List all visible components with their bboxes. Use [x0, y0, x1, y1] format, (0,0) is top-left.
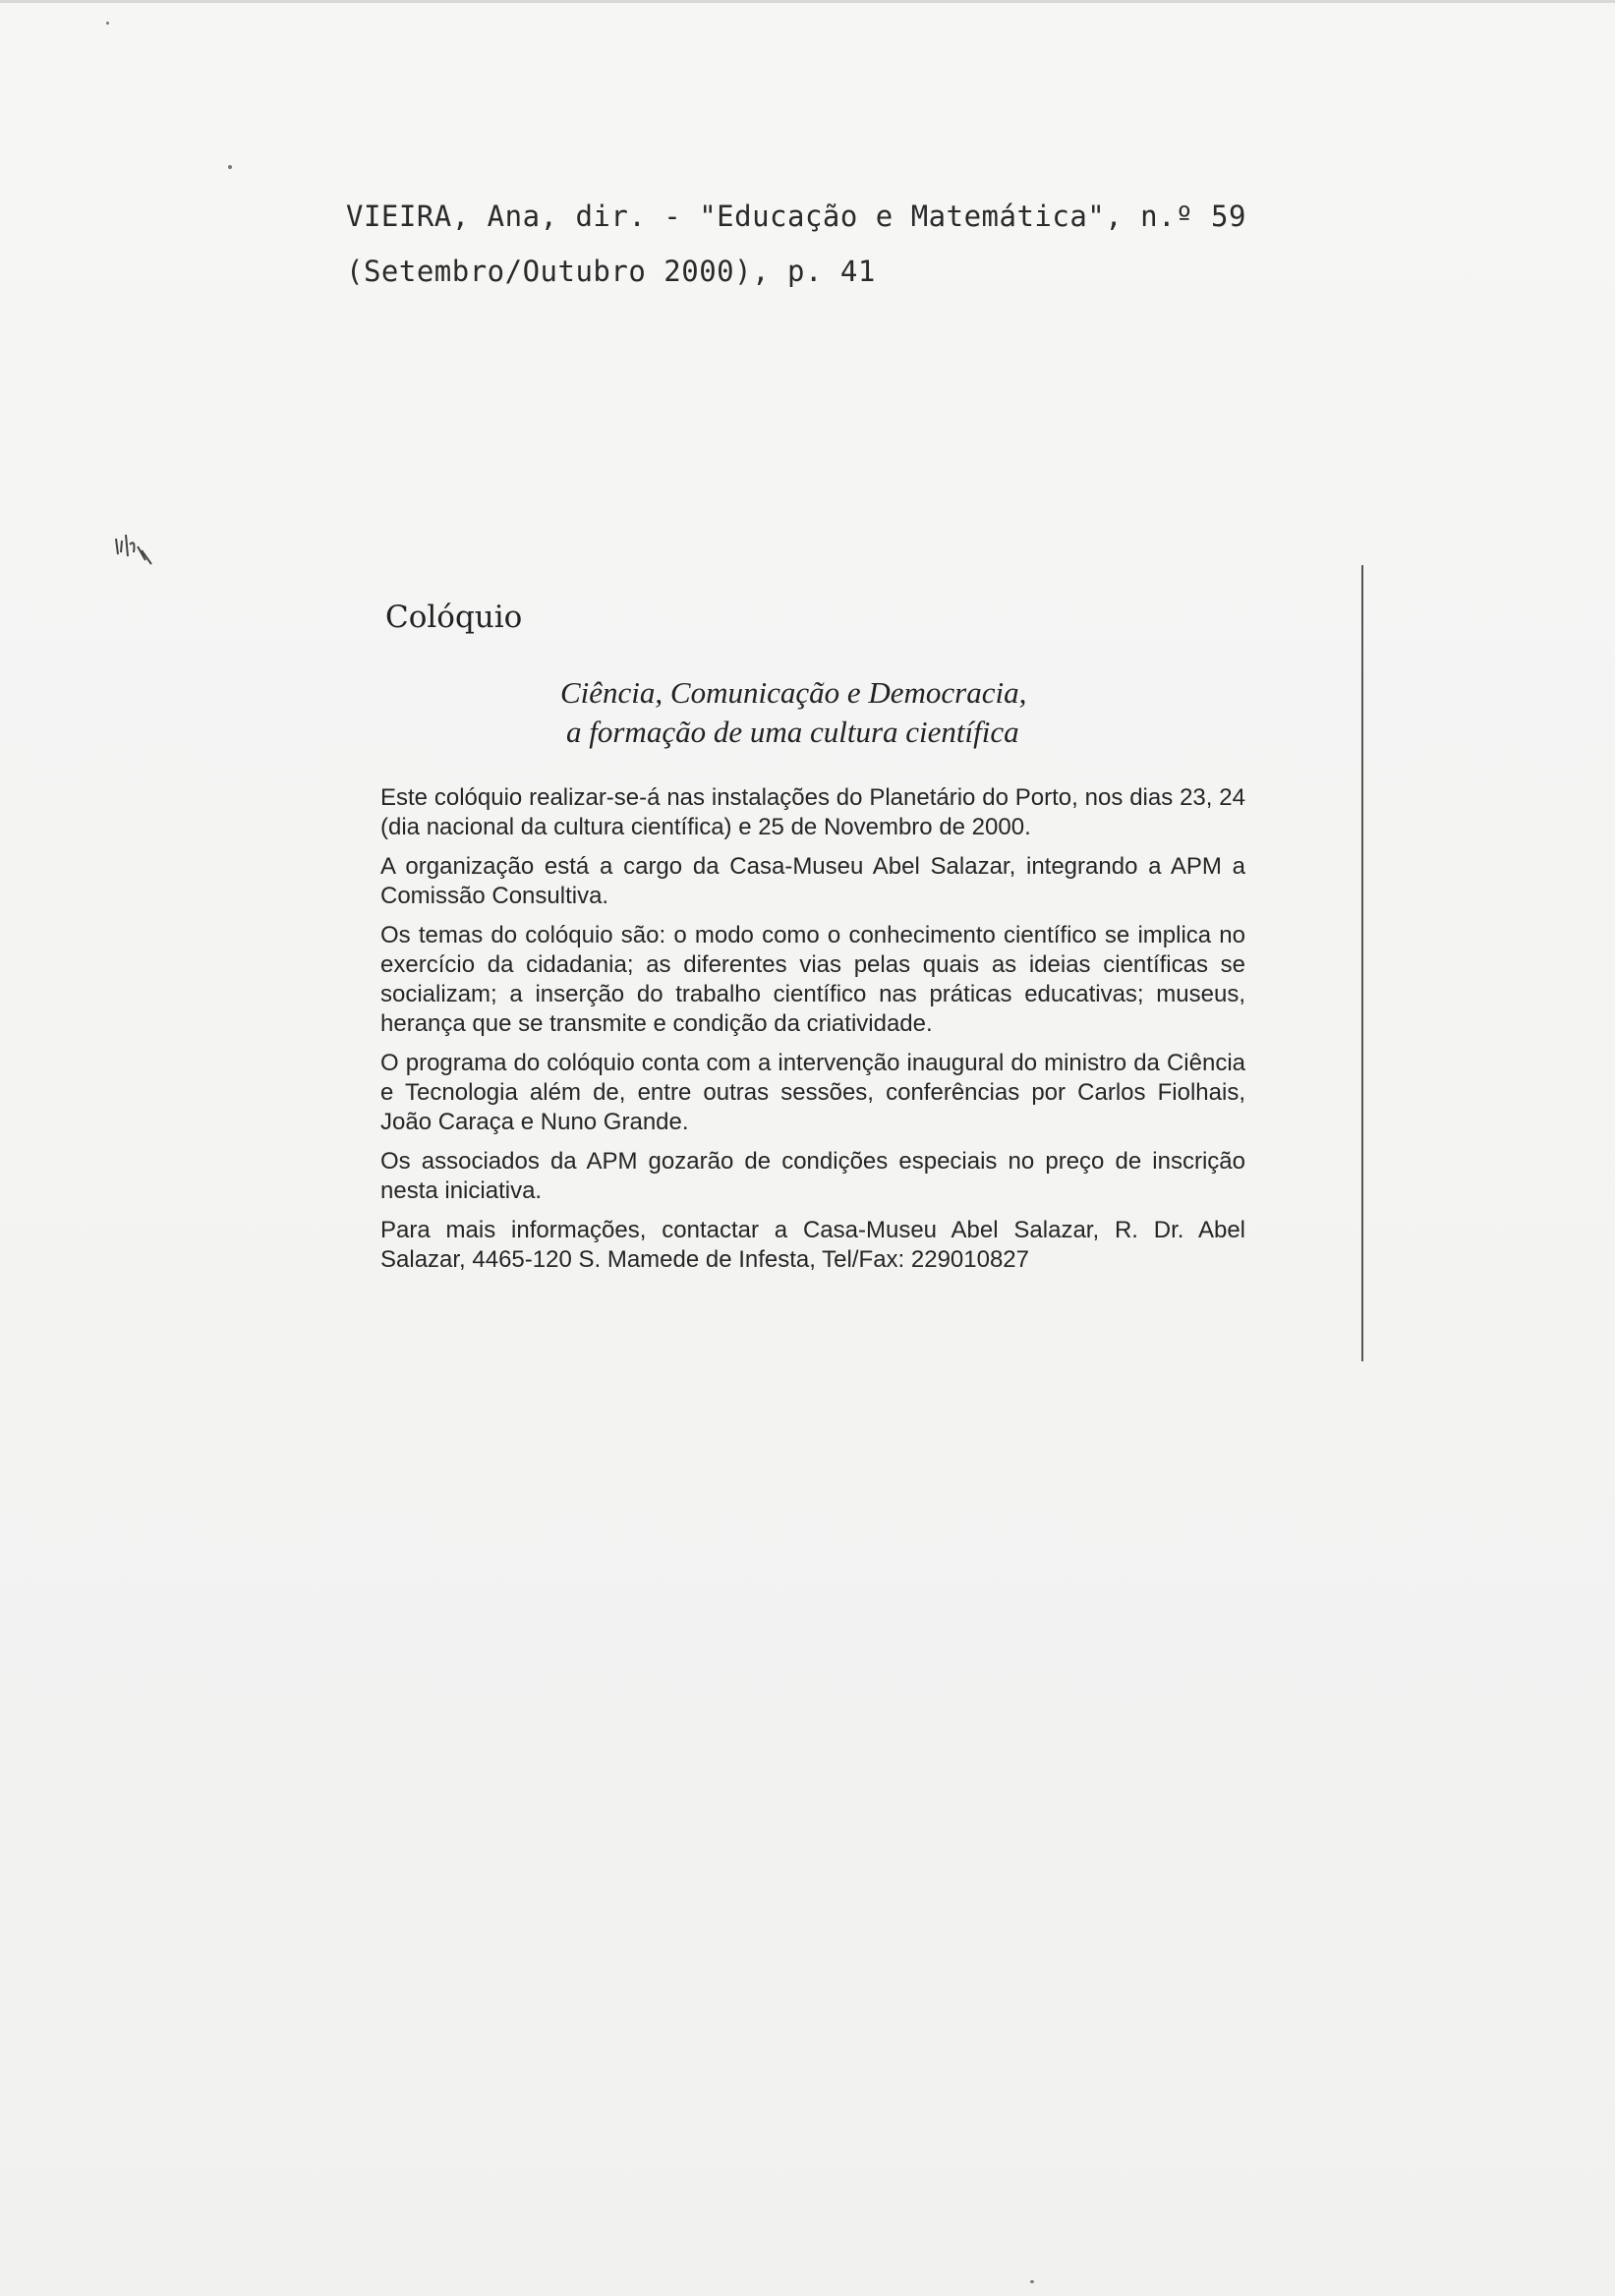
subtitle-line-2: a formação de uma cultura científica — [566, 715, 1019, 749]
page-top-edge — [0, 0, 1615, 3]
article-heading: Colóquio — [385, 600, 523, 635]
paragraph-1: Este colóquio realizar-se-á nas instalações do Planetário do Porto, nos dias 23, 24 (dia nacional da cultura científica) e 25 de Novembro de 2000. — [380, 784, 1245, 840]
subtitle-line-1: Ciência, Comunicação e Democracia, — [560, 675, 1027, 710]
paragraph-3: Os temas do colóquio são: o modo como o conhecimento científico se implica no exercício da cidadania; as diferentes vias pelas quais as ideias científicas se socializam; a inserção do trabalho científico nas práticas educativas; museus, herança que se transmite e condição da criatividade. — [380, 922, 1245, 1037]
paragraph-5: Os associados da APM gozarão de condições especiais no preço de inscrição nesta iniciativa. — [380, 1148, 1245, 1204]
handwritten-mark — [108, 521, 167, 580]
scan-speck — [106, 22, 109, 25]
scan-speck — [228, 165, 232, 169]
paragraph-2: A organização está a cargo da Casa-Museu Abel Salazar, integrando a APM a Comissão Consultiva. — [380, 853, 1245, 909]
citation-line-1: VIEIRA, Ana, dir. - "Educação e Matemática", n.º 59 — [346, 200, 1246, 233]
scan-speck — [1030, 2280, 1034, 2283]
paragraph-4: O programa do colóquio conta com a intervenção inaugural do ministro da Ciência e Tecnologia além de, entre outras sessões, conferências por Carlos Fiolhais, João Caraça e Nuno Grande. — [380, 1050, 1245, 1135]
citation-line-2: (Setembro/Outubro 2000), p. 41 — [346, 255, 876, 288]
paragraph-6: Para mais informações, contactar a Casa-Museu Abel Salazar, R. Dr. Abel Salazar, 4465-120 S. Mamede de Infesta, Tel/Fax: 229010827 — [380, 1217, 1245, 1273]
citation-block — [346, 189, 1246, 299]
vertical-rule — [1361, 565, 1363, 1361]
article-body — [380, 783, 1245, 1285]
article-subtitle — [560, 673, 1189, 752]
